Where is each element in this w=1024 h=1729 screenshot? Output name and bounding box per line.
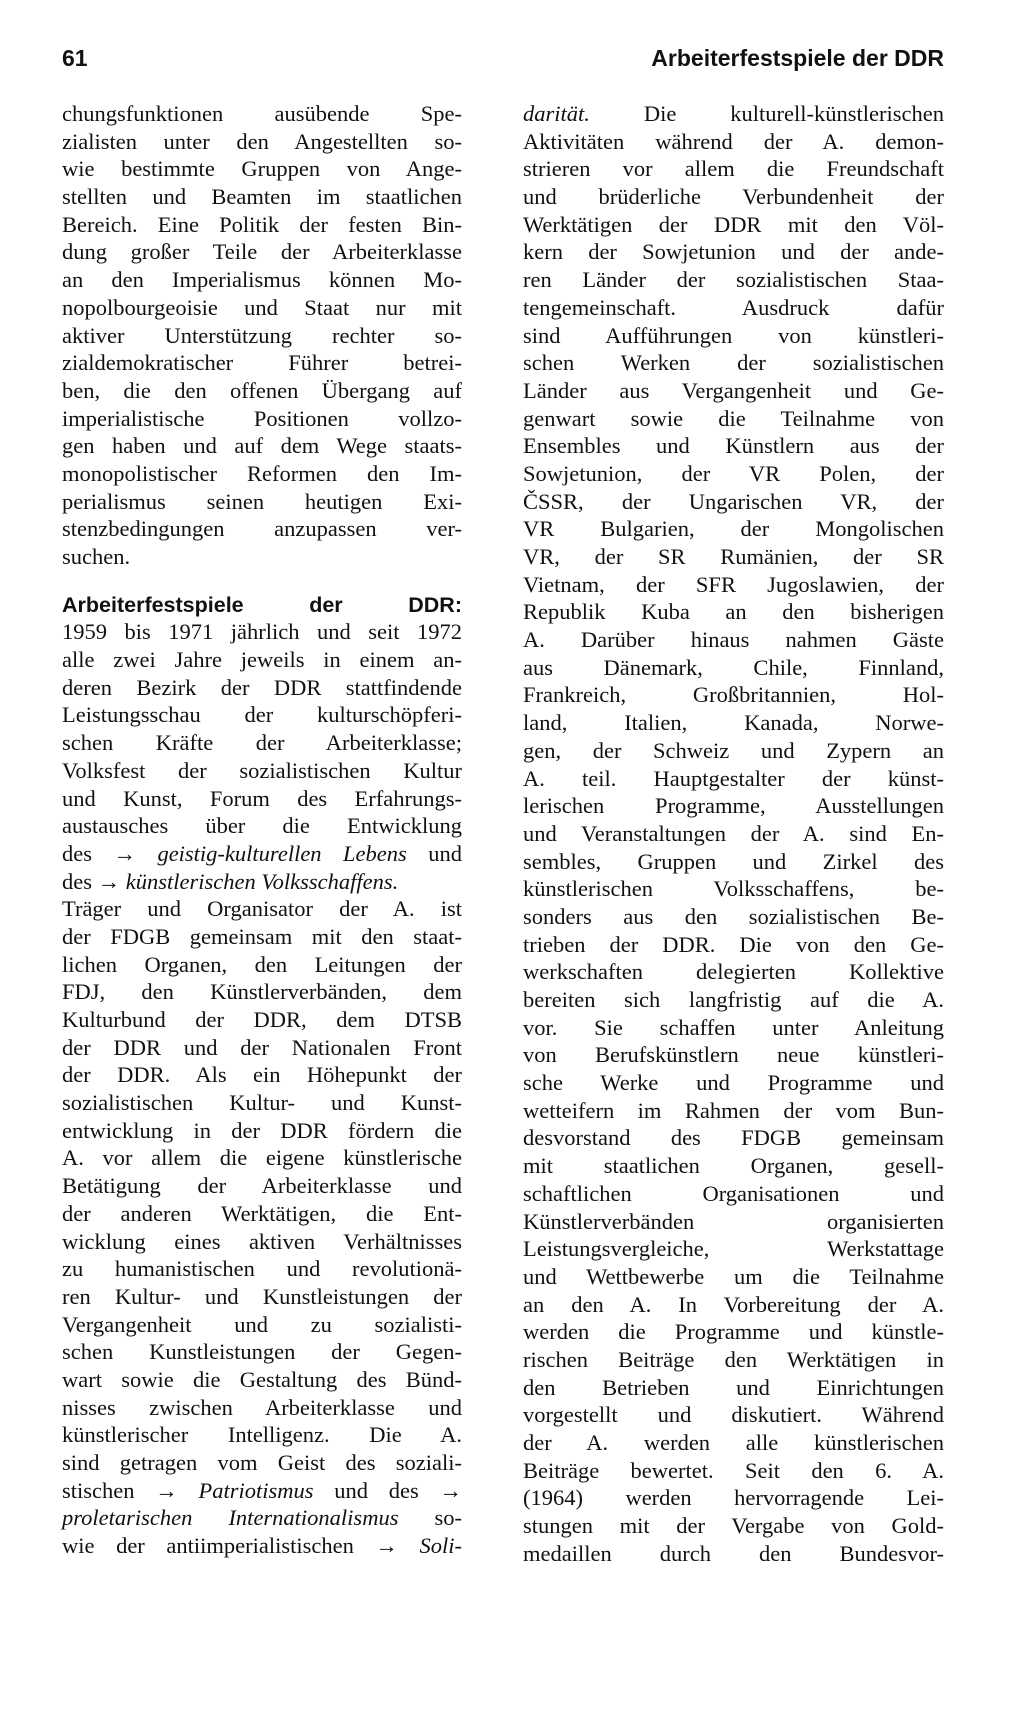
text-line: land, Italien, Kanada, Norwe- xyxy=(523,710,944,736)
text-line: nopolbourgeoisie und Staat nur mit xyxy=(62,294,462,320)
text-line: Bereich. Eine Politik der festen Bin- xyxy=(62,211,462,237)
text-line: ČSSR, der Ungarischen VR, der xyxy=(523,488,944,514)
text-line: sind Aufführungen von künstleri- xyxy=(523,322,944,348)
text-line: sche Werke und Programme und xyxy=(523,1070,944,1096)
text-line: medaillen durch den Bundesvor- xyxy=(523,1540,944,1566)
text-line: und brüderliche Verbundenheit der xyxy=(523,184,944,210)
text-line: wicklung eines aktiven Verhältnisses xyxy=(62,1228,462,1254)
text-line: (1964) werden hervorragende Lei- xyxy=(523,1485,944,1511)
text-line: an den A. In Vorbereitung der A. xyxy=(523,1291,944,1317)
cross-reference-link[interactable]: künstlerischen Volksschaffens. xyxy=(125,868,399,894)
text-line: stellten und Beamten im staatlichen xyxy=(62,184,462,210)
text-line: monopolistischer Reformen den Im- xyxy=(62,460,462,486)
text-line: Kulturbund der DDR, dem DTSB xyxy=(62,1007,462,1032)
text-line: den Betrieben und Einrichtungen xyxy=(523,1374,944,1400)
text-line: aus Dänemark, Chile, Finnland, xyxy=(523,654,944,680)
text-line: lerischen Programme, Ausstellungen xyxy=(523,793,944,819)
text-line: schen Werken der sozialistischen xyxy=(523,350,944,376)
cross-reference-link[interactable]: geistig-kulturellen Lebens xyxy=(157,840,407,866)
text-line: VR, der SR Rumänien, der SR xyxy=(523,544,944,569)
text-line: A. teil. Hauptgestalter der künst- xyxy=(523,765,944,791)
text-line-cross-reference: wie der antiimperialistischen → Soli- xyxy=(62,1533,462,1559)
running-head: Arbeiterfestspiele der DDR xyxy=(651,45,944,71)
entry-headword-line xyxy=(62,591,462,619)
text-line: Leistungsschau der kulturschöpferi- xyxy=(62,702,462,728)
text-line: zialdemokratischer Führer betrei- xyxy=(62,350,462,376)
text-line-cross-reference: des → künstlerischen Volksschaffens. xyxy=(62,868,399,894)
text-line: und Wettbewerbe um die Teilnahme xyxy=(523,1263,944,1289)
text-line: Volksfest der sozialistischen Kultur xyxy=(62,757,462,783)
text-line: Betätigung der Arbeiterklasse und xyxy=(62,1173,462,1199)
text-line: der DDR. Als ein Höhepunkt der xyxy=(62,1062,462,1088)
cross-reference-link[interactable]: darität. xyxy=(523,101,590,126)
text-line: schaftlichen Organisationen und xyxy=(523,1180,944,1206)
text-line-cross-reference: des → geistig-kulturellen Lebens und xyxy=(62,840,462,866)
text-line: Vergangenheit und zu sozialisti- xyxy=(62,1311,462,1337)
page-number: 61 xyxy=(62,45,88,71)
text-line: Beiträge bewertet. Seit den 6. A. xyxy=(523,1457,944,1483)
text-line: sembles, Gruppen und Zirkel des xyxy=(523,848,944,874)
right-column xyxy=(523,100,944,1567)
text-line: deren Bezirk der DDR stattfindende xyxy=(62,674,462,700)
text-line: gen haben und auf dem Wege staats- xyxy=(62,433,462,459)
text-line: imperialistische Positionen vollzo- xyxy=(62,405,462,431)
text-line: Träger und Organisator der A. ist xyxy=(62,896,462,922)
text-line-cross-reference: proletarischen Internationalismus so- xyxy=(62,1505,462,1531)
text-line: Vietnam, der SFR Jugoslawien, der xyxy=(523,571,944,597)
text-line: A. Darüber hinaus nahmen Gäste xyxy=(523,627,944,653)
page-header xyxy=(62,45,944,85)
entry-term: Arbeiterfestspiele der DDR: xyxy=(62,592,462,617)
text-line: wetteifern im Rahmen der vom Bun- xyxy=(523,1097,944,1123)
previous-entry-continuation xyxy=(62,100,462,571)
text-line: dung großer Teile der Arbeiterklasse xyxy=(62,239,462,265)
text-line: sonders aus den sozialistischen Be- xyxy=(523,903,944,929)
text-line: vorgestellt und diskutiert. Während xyxy=(523,1402,944,1428)
text-line: strieren vor allem die Freundschaft xyxy=(523,156,944,182)
text-line: und Veranstaltungen der A. sind En- xyxy=(523,820,944,846)
text-line: VR Bulgarien, der Mongolischen xyxy=(523,516,944,542)
text-line: sind getragen vom Geist des soziali- xyxy=(62,1450,462,1475)
text-line: stungen mit der Vergabe von Gold- xyxy=(523,1513,944,1539)
cross-reference-link[interactable]: Patriotismus xyxy=(198,1477,314,1503)
text-line: suchen. xyxy=(62,544,131,569)
text-line: Leistungsvergleiche, Werkstattage xyxy=(523,1236,944,1262)
text-line: zu humanistischen und revolutionä- xyxy=(62,1256,462,1282)
text-line: kern der Sowjetunion und der ande- xyxy=(523,239,944,265)
text-line: vor. Sie schaffen unter Anleitung xyxy=(523,1014,944,1040)
text-line: Frankreich, Großbritannien, Hol- xyxy=(523,682,944,708)
text-line: Werktätigen der DDR mit den Völ- xyxy=(523,211,944,237)
text-line: wart sowie die Gestaltung des Bünd- xyxy=(62,1366,462,1392)
text-line: entwicklung in der DDR fördern die xyxy=(62,1117,462,1143)
text-line: schen Kräfte der Arbeiterklasse; xyxy=(62,730,462,756)
text-line: zialisten unter den Angestellten so- xyxy=(62,128,462,154)
text-line: der FDGB gemeinsam mit den staat- xyxy=(62,923,462,949)
text-line: 1959 bis 1971 jährlich und seit 1972 xyxy=(62,619,462,645)
text-line: Länder aus Vergangenheit und Ge- xyxy=(523,377,944,403)
text-line: Sowjetunion, der VR Polen, der xyxy=(523,460,944,486)
text-line: austausches über die Entwicklung xyxy=(62,813,462,839)
text-line: und Kunst, Forum des Erfahrungs- xyxy=(62,785,462,811)
text-line: tengemeinschaft. Ausdruck dafür xyxy=(523,294,944,320)
text-line: bereiten sich langfristig auf die A. xyxy=(523,987,944,1012)
left-column xyxy=(62,100,462,1560)
text-line: Künstlerverbänden organisierten xyxy=(523,1208,944,1234)
text-line: lichen Organen, den Leitungen der xyxy=(62,951,462,977)
text-line: werkschaften delegierten Kollektive xyxy=(523,959,944,985)
cross-reference-link[interactable]: proletarischen Internationalismus xyxy=(62,1505,399,1531)
text-line: genwart sowie die Teilnahme von xyxy=(523,405,944,431)
text-line: an den Imperialismus können Mo- xyxy=(62,267,462,293)
text-line: ren Länder der sozialistischen Staa- xyxy=(523,267,944,293)
text-line: stenzbedingungen anzupassen ver- xyxy=(62,516,462,542)
text-line: perialismus seinen heutigen Exi- xyxy=(62,488,462,514)
text-line: rischen Beiträge den Werktätigen in xyxy=(523,1346,944,1372)
text-line-cross-reference: darität. Die kulturell-künstlerischen xyxy=(523,101,944,126)
text-line: künstlerischer Intelligenz. Die A. xyxy=(62,1422,462,1448)
cross-reference-link[interactable]: Soli- xyxy=(419,1533,462,1559)
text-line-cross-reference: stischen → Patriotismus und des → xyxy=(62,1477,462,1503)
text-line: ben, die den offenen Übergang auf xyxy=(62,377,462,403)
text-line: gen, der Schweiz und Zypern an xyxy=(523,737,944,763)
text-line: trieben der DDR. Die von den Ge- xyxy=(523,931,944,957)
text-line: der anderen Werktätigen, die Ent- xyxy=(62,1200,462,1226)
right-column-text xyxy=(523,128,944,1568)
text-line: chungsfunktionen ausübende Spe- xyxy=(62,101,462,126)
text-line: werden die Programme und künstle- xyxy=(523,1319,944,1345)
entry-text-part-1 xyxy=(62,618,462,840)
text-line: mit staatlichen Organen, gesell- xyxy=(523,1153,944,1179)
text-line: Aktivitäten während der A. demon- xyxy=(523,128,944,154)
text-line: aktiver Unterstützung rechter so- xyxy=(62,322,462,348)
text-line: ren Kultur- und Kunstleistungen der xyxy=(62,1283,462,1309)
text-line: desvorstand des FDGB gemeinsam xyxy=(523,1125,944,1151)
text-line: der DDR und der Nationalen Front xyxy=(62,1034,462,1060)
text-line: sozialistischen Kultur- und Kunst- xyxy=(62,1090,462,1116)
text-line: künstlerischen Volksschaffens, be- xyxy=(523,876,944,902)
text-line: der A. werden alle künstlerischen xyxy=(523,1430,944,1455)
text-line: wie bestimmte Gruppen von Ange- xyxy=(62,156,462,182)
text-line: alle zwei Jahre jeweils in einem an- xyxy=(62,647,462,673)
text-line: schen Kunstleistungen der Gegen- xyxy=(62,1339,462,1365)
text-line: Republik Kuba an den bisherigen xyxy=(523,599,944,625)
text-line: von Berufskünstlern neue künstleri- xyxy=(523,1042,944,1068)
entry-text-part-2 xyxy=(62,895,462,1476)
text-line: A. vor allem die eigene künstlerische xyxy=(62,1145,462,1171)
text-line: FDJ, den Künstlerverbänden, dem xyxy=(62,979,462,1005)
text-line: Ensembles und Künstlern aus der xyxy=(523,433,944,459)
text-line: nisses zwischen Arbeiterklasse und xyxy=(62,1394,462,1420)
